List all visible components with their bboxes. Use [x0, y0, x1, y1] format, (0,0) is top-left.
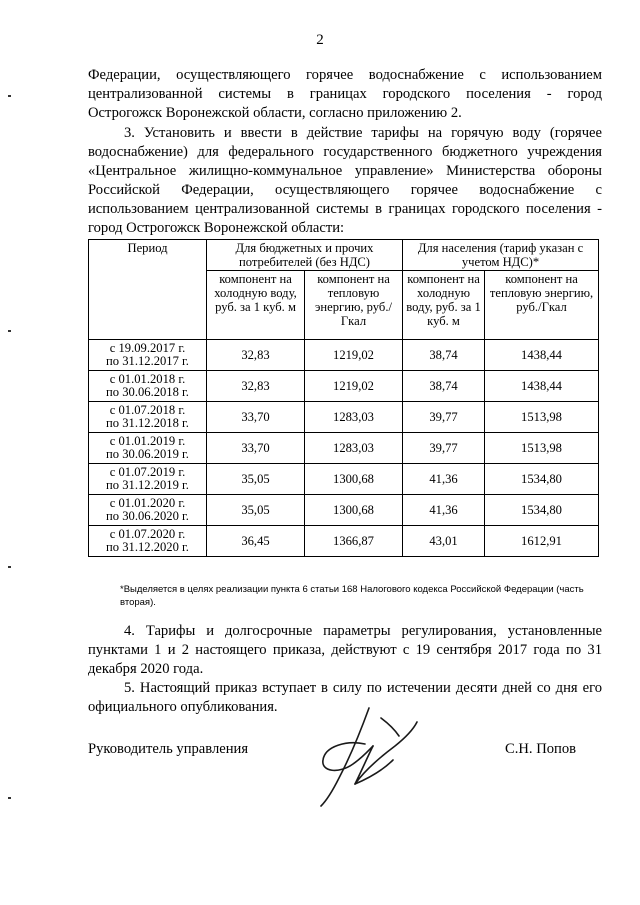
cold-budget-cell: 32,83 [207, 371, 305, 402]
text-line: пунктами 1 и 2 настоящего приказа, действуют с 19 сентября 2017 года по 31 [88, 642, 602, 658]
cold-population-cell: 39,77 [403, 402, 485, 433]
heat-budget-cell: 1219,02 [305, 371, 403, 402]
period-cell: с 01.01.2020 г. по 30.06.2020 г. [89, 495, 207, 526]
heat-population-cell: 1513,98 [485, 433, 599, 464]
period-cell: с 19.09.2017 г. по 31.12.2017 г. [89, 340, 207, 371]
heat-budget-cell: 1283,03 [305, 402, 403, 433]
heat-budget-cell: 1283,03 [305, 433, 403, 464]
table-row [89, 464, 599, 495]
paragraph-3 [88, 124, 602, 238]
table-row [89, 433, 599, 464]
cold-population-cell: 38,74 [403, 371, 485, 402]
column-group-population: Для населения (тариф указан с учетом НДС)* [403, 240, 599, 271]
text-line: 5. Настоящий приказ вступает в силу по истечении десяти дней со дня его [124, 680, 602, 696]
text-line: 3. Установить и ввести в действие тарифы на горячую воду (горячее [124, 125, 602, 141]
cold-budget-cell: 33,70 [207, 402, 305, 433]
column-header-cold-budget: компонент на холодную воду, руб. за 1 куб. м [207, 271, 305, 340]
scan-mark [8, 330, 11, 332]
cold-budget-cell: 36,45 [207, 526, 305, 557]
cold-population-cell: 41,36 [403, 464, 485, 495]
text-line: официального опубликования. [88, 699, 278, 715]
column-group-budget: Для бюджетных и прочих потребителей (без НДС) [207, 240, 403, 271]
heat-budget-cell: 1300,68 [305, 464, 403, 495]
paragraph-continuation [88, 66, 602, 123]
text-line: декабря 2020 года. [88, 661, 204, 677]
footnote [120, 583, 600, 609]
text-line: город Острогожск Воронежской области: [88, 220, 345, 236]
column-header-cold-population: компонент на холодную воду, руб. за 1 куб. м [403, 271, 485, 340]
cold-budget-cell: 33,70 [207, 433, 305, 464]
text-line: «Центральное жилищно-коммунальное управление» Министерства обороны [88, 163, 602, 179]
table-row [89, 526, 599, 557]
table-row [89, 371, 599, 402]
cold-population-cell: 38,74 [403, 340, 485, 371]
text-line: 4. Тарифы и долгосрочные параметры регулирования, установленные [124, 623, 602, 639]
period-cell: с 01.01.2019 г. по 30.06.2019 г. [89, 433, 207, 464]
period-cell: с 01.07.2019 г. по 31.12.2019 г. [89, 464, 207, 495]
scan-mark [8, 566, 11, 568]
period-cell: с 01.01.2018 г. по 30.06.2018 г. [89, 371, 207, 402]
column-header-period: Период [89, 240, 207, 340]
cold-budget-cell: 35,05 [207, 495, 305, 526]
handwritten-signature [295, 700, 425, 810]
cold-population-cell: 43,01 [403, 526, 485, 557]
cold-budget-cell: 32,83 [207, 340, 305, 371]
text-line: Федерации, осуществляющего горячее водоснабжение с использованием [88, 67, 602, 83]
cold-budget-cell: 35,05 [207, 464, 305, 495]
table-row [89, 402, 599, 433]
heat-population-cell: 1438,44 [485, 371, 599, 402]
text-line: водоснабжение) для федерального государственного бюджетного учреждения [88, 144, 602, 160]
footnote-line: вторая). [120, 597, 156, 608]
scan-mark [8, 797, 11, 799]
heat-population-cell: 1513,98 [485, 402, 599, 433]
period-cell: с 01.07.2018 г. по 31.12.2018 г. [89, 402, 207, 433]
heat-population-cell: 1534,80 [485, 495, 599, 526]
signatory-title: Руководитель управления [88, 741, 249, 757]
table-row [89, 340, 599, 371]
scan-mark [8, 95, 11, 97]
heat-budget-cell: 1366,87 [305, 526, 403, 557]
paragraph-4 [88, 622, 602, 679]
text-line: Российской Федерации, осуществляющего горячее водоснабжение с [88, 182, 602, 198]
text-line: централизованной системы в границах городского поселения - город [88, 86, 602, 102]
heat-population-cell: 1534,80 [485, 464, 599, 495]
text-line: Острогожск Воронежской области, согласно приложению 2. [88, 105, 462, 121]
table-row [89, 495, 599, 526]
heat-budget-cell: 1219,02 [305, 340, 403, 371]
cold-population-cell: 39,77 [403, 433, 485, 464]
tariff-table [88, 239, 599, 557]
column-header-heat-budget: компонент на тепловую энергию, руб./Гкал [305, 271, 403, 340]
column-header-heat-population: компонент на тепловую энергию, руб./Гкал [485, 271, 599, 340]
cold-population-cell: 41,36 [403, 495, 485, 526]
heat-population-cell: 1612,91 [485, 526, 599, 557]
heat-population-cell: 1438,44 [485, 340, 599, 371]
text-line: использованием централизованной системы в границах городского поселения - [88, 201, 602, 217]
page-number: 2 [316, 32, 324, 48]
heat-budget-cell: 1300,68 [305, 495, 403, 526]
period-cell: с 01.07.2020 г. по 31.12.2020 г. [89, 526, 207, 557]
footnote-line: *Выделяется в целях реализации пункта 6 статьи 168 Налогового кодекса Российской Федерации (часть [120, 584, 584, 595]
signatory-name: С.Н. Попов [505, 741, 577, 757]
